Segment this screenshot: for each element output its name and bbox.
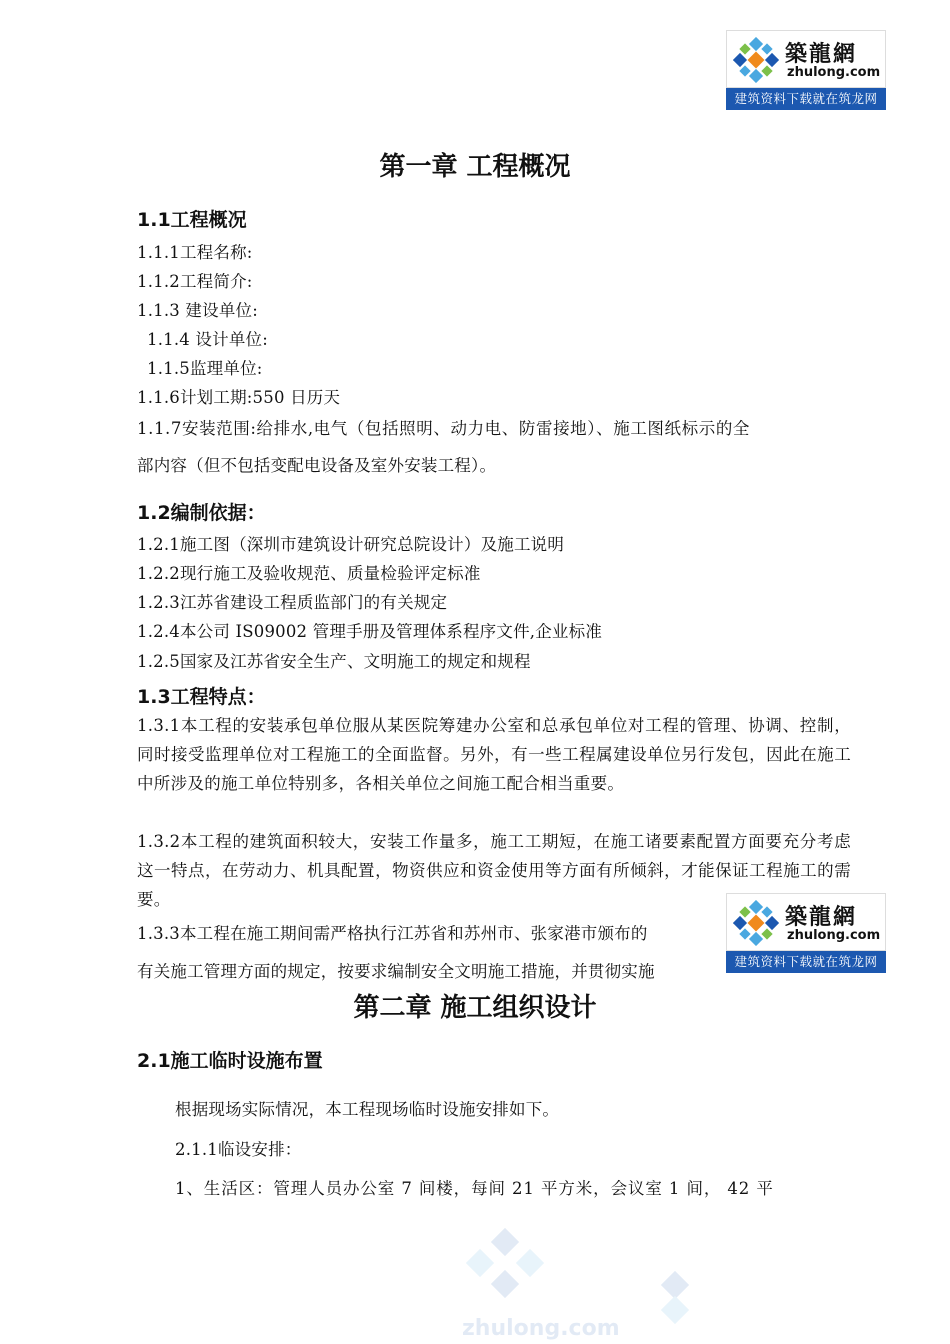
logo-name-cn: 築龍網 — [785, 42, 858, 67]
paragraph-1-3-3-line1: 1.3.3本工程在施工期间需严格执行江苏省和苏州市、张家港市颁布的 — [137, 924, 648, 943]
section-1-2-heading: 1.2编制依据： — [137, 502, 266, 524]
item-1-2-3: 1.2.3江苏省建设工程质监部门的有关规定 — [137, 593, 448, 612]
item-1-1-6: 1.1.6计划工期:550 日历天 — [137, 388, 341, 407]
item-1-1-7-line1: 1.1.7安装范围:给排水,电气（包括照明、动力电、防雷接地）、施工图纸标示的全 — [137, 419, 751, 438]
item-1-1-2: 1.1.2工程简介: — [137, 272, 253, 291]
intro-2-1: 根据现场实际情况，本工程现场临时设施安排如下。 — [175, 1100, 560, 1119]
item-1-2-5: 1.2.5国家及江苏省安全生产、文明施工的规定和规程 — [137, 652, 531, 671]
item-1-2-2: 1.2.2现行施工及验收规范、质量检验评定标准 — [137, 564, 481, 583]
paragraph-1-3-2: 1.3.2本工程的建筑面积较大，安装工作量多，施工工期短，在施工诸要素配置方面要充分考虑这一特点，在劳动力、机具配置，物资供应和资金使用等方面有所倾斜，才能保证工程施工的需要。 — [137, 832, 851, 909]
watermark-snowflake-small-icon — [640, 1270, 710, 1330]
snowflake-logo-icon — [733, 37, 779, 83]
zhulong-logo-middle — [726, 893, 886, 973]
item-2-1-1-1: 1、生活区：管理人员办公室 7 间楼，每间 21 平方米，会议室 1 间， 42 平 — [175, 1179, 774, 1198]
paragraph-1-3-1: 1.3.1本工程的安装承包单位服从某医院筹建办公室和总承包单位对工程的管理、协调、控制，同时接受监理单位对工程施工的全面监督。另外，有一些工程属建设单位另行发包，因此在施工中所涉及的施工单位特别多，各相关单位之间施工配合相当重要。 — [137, 716, 851, 793]
logo-domain: zhulong.com — [787, 65, 881, 80]
watermark-snowflake-icon — [440, 1228, 570, 1308]
section-2-1-heading: 2.1施工临时设施布置 — [137, 1050, 323, 1072]
item-1-1-7-line2: 部内容（但不包括变配电设备及室外安装工程）。 — [137, 456, 497, 475]
zhulong-logo-top — [726, 30, 886, 110]
chapter-2-title: 第二章 施工组织设计 — [353, 993, 597, 1023]
item-1-1-5: 1.1.5监理单位: — [147, 359, 263, 378]
logo-slogan: 建筑资料下载就在筑龙网 — [726, 951, 886, 973]
paragraph-1-3-3-line2: 有关施工管理方面的规定，按要求编制安全文明施工措施，并贯彻实施 — [137, 962, 655, 981]
item-1-1-4: 1.1.4 设计单位: — [147, 330, 268, 349]
item-1-1-1: 1.1.1工程名称: — [137, 243, 253, 262]
section-1-3-heading: 1.3工程特点： — [137, 686, 266, 708]
snowflake-logo-icon — [733, 900, 779, 946]
logo-slogan: 建筑资料下载就在筑龙网 — [726, 88, 886, 110]
logo-box — [726, 893, 886, 951]
item-1-2-1: 1.2.1施工图（深圳市建筑设计研究总院设计）及施工说明 — [137, 535, 565, 554]
logo-domain: zhulong.com — [787, 928, 881, 943]
watermark-domain: zhulong.com — [462, 1316, 620, 1341]
logo-name-cn: 築龍網 — [785, 905, 858, 930]
chapter-1-title: 第一章 工程概况 — [379, 152, 571, 182]
item-1-1-3: 1.1.3 建设单位: — [137, 301, 258, 320]
item-1-2-4: 1.2.4本公司 IS09002 管理手册及管理体系程序文件,企业标准 — [137, 622, 603, 641]
section-1-1-heading: 1.1工程概况 — [137, 209, 247, 231]
logo-box — [726, 30, 886, 88]
subheading-2-1-1: 2.1.1临设安排： — [175, 1140, 302, 1159]
